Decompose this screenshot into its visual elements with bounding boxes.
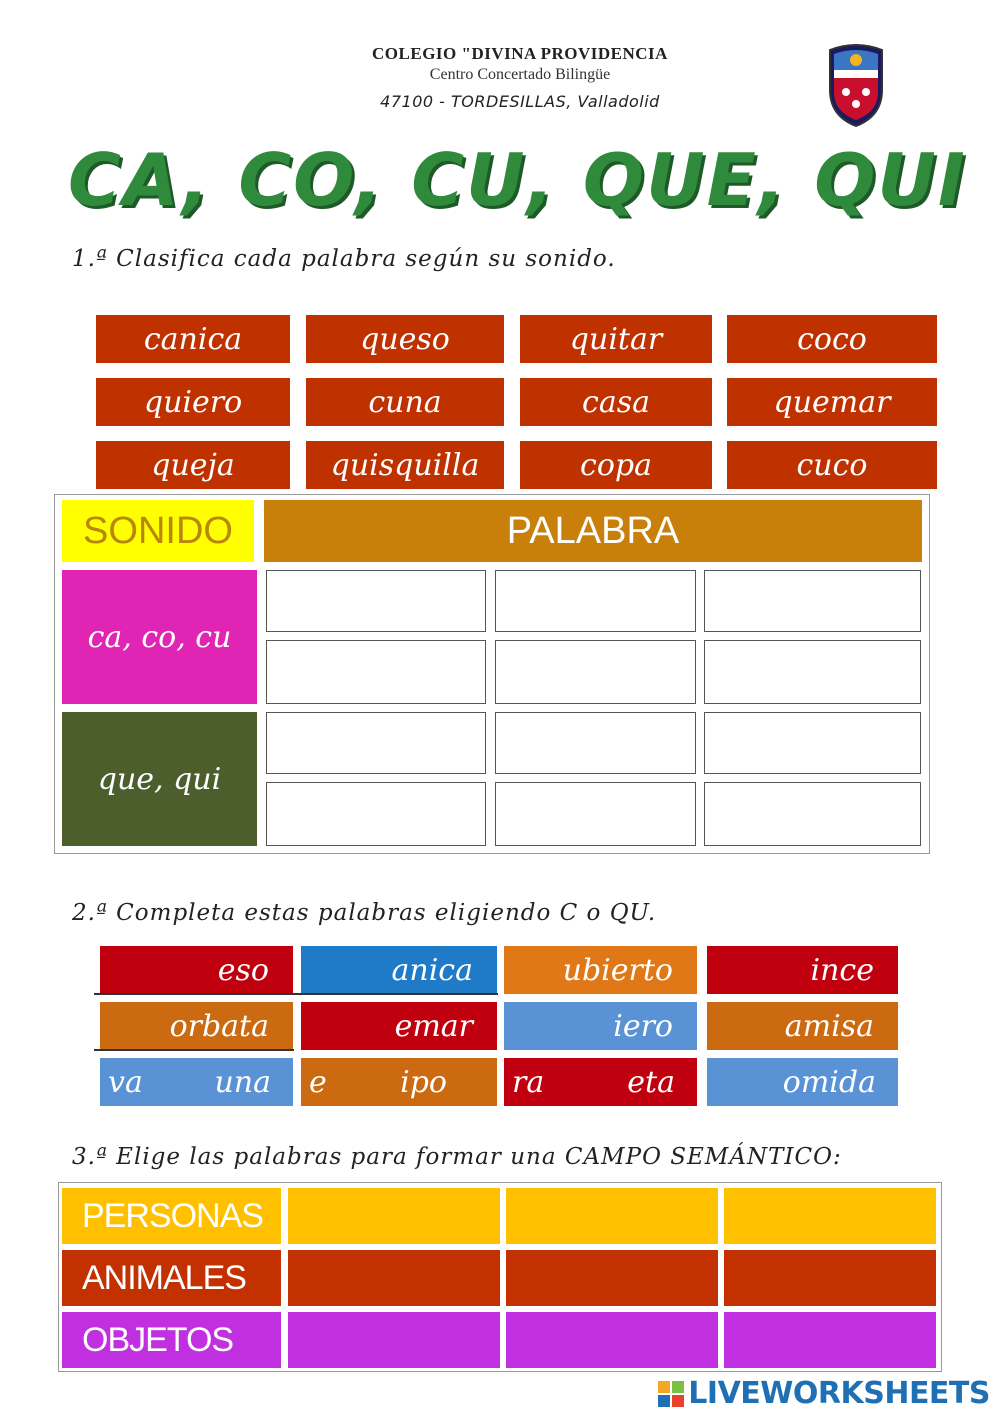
instruction-3: 3.ª Elige las palabras para formar una CAMPO SEMÁNTICO:	[72, 1144, 842, 1170]
drop-slot[interactable]	[704, 570, 921, 632]
drop-slot[interactable]	[266, 570, 486, 632]
fill-word-end: una	[214, 1064, 271, 1100]
drop-slot[interactable]	[266, 640, 486, 704]
liveworksheets-brand[interactable]	[658, 1376, 990, 1411]
drop-slot[interactable]	[506, 1188, 718, 1244]
word-chip[interactable]: quiero	[96, 378, 290, 426]
fill-word-start: ra	[512, 1064, 545, 1100]
fill-word-end: eta	[627, 1064, 675, 1100]
drop-slot[interactable]	[724, 1250, 936, 1306]
fill-word[interactable]: anica	[301, 946, 497, 994]
word-chip[interactable]: quitar	[520, 315, 712, 363]
drop-slot[interactable]	[266, 712, 486, 774]
fill-word[interactable]	[707, 1058, 898, 1106]
fill-word[interactable]: ince	[707, 946, 898, 994]
drop-slot[interactable]	[266, 782, 486, 846]
drop-slot[interactable]	[724, 1188, 936, 1244]
fill-word[interactable]: eso	[100, 946, 293, 994]
brand-text: LIVEWORKSHEETS	[688, 1376, 990, 1411]
fill-word[interactable]: emar	[301, 1002, 497, 1050]
fill-word-end: omida	[782, 1064, 876, 1100]
fill-word-start: va	[108, 1064, 143, 1100]
school-subtitle: Centro Concertado Bilingüe	[429, 66, 611, 83]
fill-word[interactable]: amisa	[707, 1002, 898, 1050]
drop-slot[interactable]	[288, 1312, 500, 1368]
sound-row-que-qui: que, qui	[62, 712, 257, 846]
sound-row-ca-co-cu: ca, co, cu	[62, 570, 257, 704]
drop-slot[interactable]	[288, 1250, 500, 1306]
word-chip[interactable]: cuna	[306, 378, 504, 426]
column-header-palabra: PALABRA	[264, 500, 922, 562]
category-objetos: OBJETOS	[62, 1312, 281, 1368]
school-crest-icon	[826, 40, 886, 128]
instruction-1: 1.ª Clasifica cada palabra según su sonido.	[72, 246, 616, 272]
drop-slot[interactable]	[506, 1250, 718, 1306]
word-chip[interactable]: cuco	[727, 441, 937, 489]
word-chip[interactable]: quisquilla	[306, 441, 504, 489]
word-chip[interactable]: canica	[96, 315, 290, 363]
drop-slot[interactable]	[506, 1312, 718, 1368]
fill-word[interactable]: ubierto	[504, 946, 697, 994]
word-chip[interactable]: queso	[306, 315, 504, 363]
drop-slot[interactable]	[495, 782, 696, 846]
school-address: 47100 - TORDESILLAS, Valladolid	[380, 92, 660, 111]
word-chip[interactable]: quemar	[727, 378, 937, 426]
fill-word-end: ipo	[400, 1064, 447, 1100]
fill-word-start: e	[309, 1064, 327, 1100]
word-chip[interactable]: casa	[520, 378, 712, 426]
fill-word[interactable]	[301, 1058, 497, 1106]
drop-slot[interactable]	[704, 782, 921, 846]
liveworksheets-logo-icon	[658, 1381, 684, 1407]
word-chip[interactable]: queja	[96, 441, 290, 489]
fill-word[interactable]	[100, 1058, 293, 1106]
drop-slot[interactable]	[495, 570, 696, 632]
school-name: COLEGIO "DIVINA PROVIDENCIA	[372, 44, 668, 63]
worksheet-title: CA, CO, CU, QUE, QUI	[68, 138, 967, 222]
fill-word[interactable]: orbata	[100, 1002, 293, 1050]
drop-slot[interactable]	[495, 712, 696, 774]
word-chip[interactable]: copa	[520, 441, 712, 489]
drop-slot[interactable]	[704, 640, 921, 704]
underline	[94, 993, 498, 995]
fill-word[interactable]	[504, 1058, 697, 1106]
drop-slot[interactable]	[288, 1188, 500, 1244]
instruction-2: 2.ª Completa estas palabras eligiendo C o QU.	[72, 900, 657, 926]
column-header-sonido: SONIDO	[62, 500, 254, 562]
underline	[94, 1049, 294, 1051]
word-chip[interactable]: coco	[727, 315, 937, 363]
drop-slot[interactable]	[704, 712, 921, 774]
drop-slot[interactable]	[495, 640, 696, 704]
category-animales: ANIMALES	[62, 1250, 281, 1306]
category-personas: PERSONAS	[62, 1188, 281, 1244]
fill-word[interactable]: iero	[504, 1002, 697, 1050]
drop-slot[interactable]	[724, 1312, 936, 1368]
